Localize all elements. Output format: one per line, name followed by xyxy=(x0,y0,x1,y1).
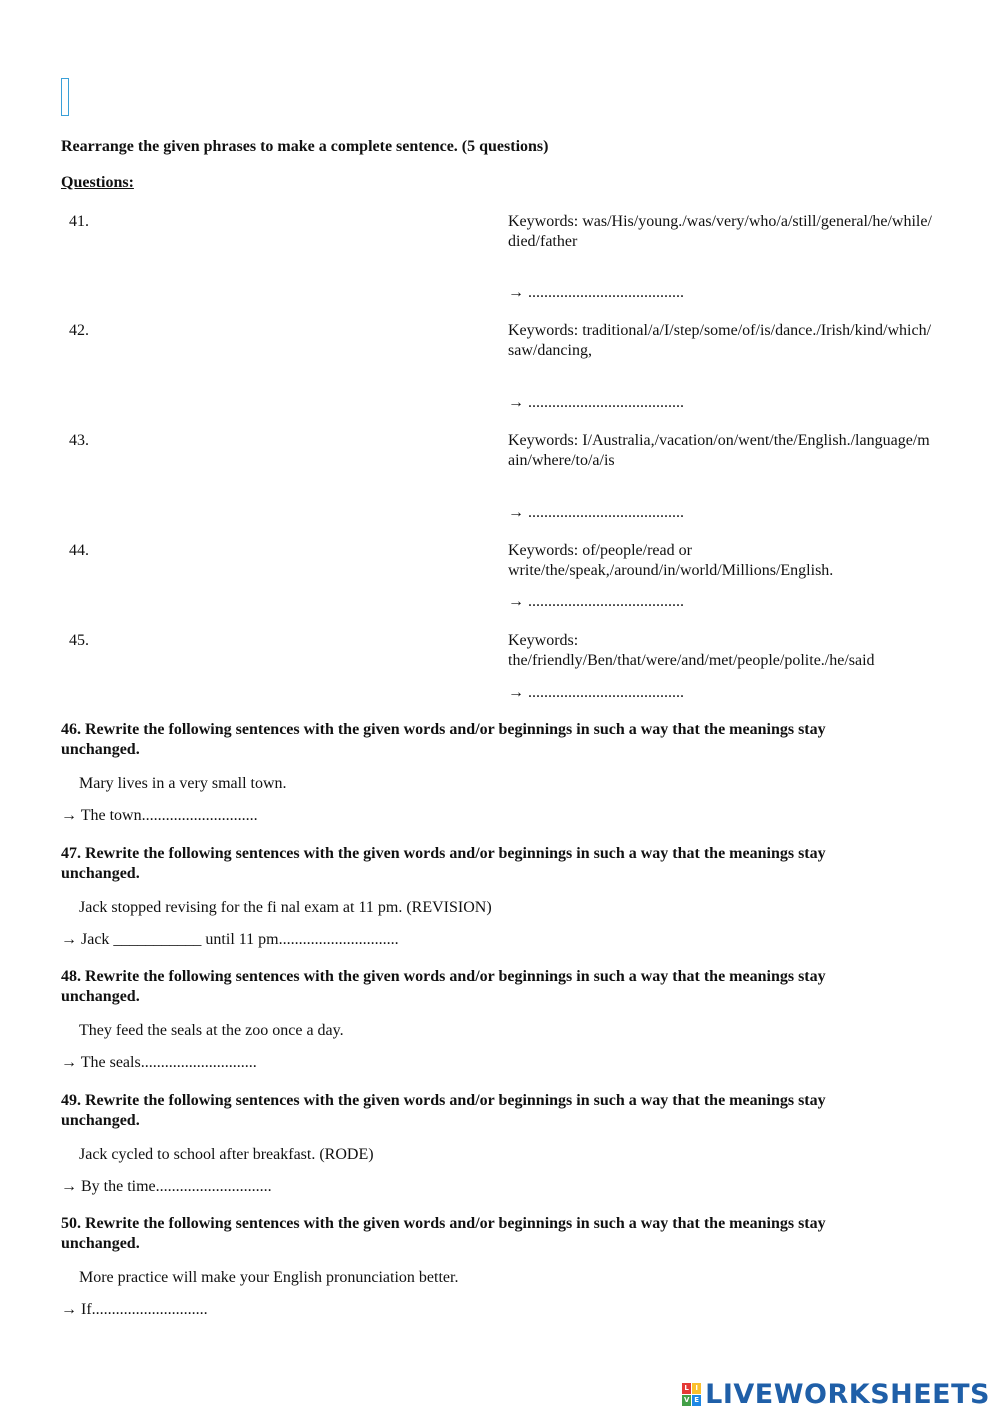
question-sentence: Mary lives in a very small town. xyxy=(79,775,287,792)
question-number: 45. xyxy=(69,632,89,649)
question-title: 50. Rewrite the following sentences with the given words and/or beginnings in such a way that the meanings stay unchanged. xyxy=(61,1215,826,1252)
answer-blank[interactable]: → The seals............................. xyxy=(61,1054,257,1071)
logo-blocks-icon xyxy=(682,1383,701,1406)
logo-block: E xyxy=(692,1395,701,1406)
question-keywords: Keywords: traditional/a/I/step/some/of/is/dance./Irish/kind/which/saw/dancing, xyxy=(508,322,932,359)
question-title: 46. Rewrite the following sentences with the given words and/or beginnings in such a way that the meanings stay unchanged. xyxy=(61,721,826,758)
logo-block: L xyxy=(682,1383,691,1394)
question-sentence: Jack stopped revising for the fi nal exam at 11 pm. (REVISION) xyxy=(79,899,492,916)
question-sentence: Jack cycled to school after breakfast. (RODE) xyxy=(79,1146,374,1163)
answer-blank[interactable]: → ....................................... xyxy=(508,504,684,521)
question-title: 48. Rewrite the following sentences with the given words and/or beginnings in such a way that the meanings stay unchanged. xyxy=(61,968,826,1005)
liveworksheets-logo[interactable] xyxy=(682,1376,990,1412)
question-number: 44. xyxy=(69,542,89,559)
question-sentence: More practice will make your English pronunciation better. xyxy=(79,1269,459,1286)
question-number: 42. xyxy=(69,322,89,339)
question-keywords: Keywords: was/His/young./was/very/who/a/still/general/he/while/died/father xyxy=(508,213,932,250)
answer-blank[interactable]: → The town............................. xyxy=(61,807,258,824)
instruction-heading: Rearrange the given phrases to make a complete sentence. (5 questions) xyxy=(61,138,549,155)
questions-label: Questions: xyxy=(61,174,134,191)
answer-blank[interactable]: → ....................................... xyxy=(508,684,684,701)
question-number: 43. xyxy=(69,432,89,449)
question-title: 47. Rewrite the following sentences with the given words and/or beginnings in such a way that the meanings stay unchanged. xyxy=(61,845,826,882)
logo-block: I xyxy=(692,1383,701,1394)
answer-blank[interactable]: → ....................................... xyxy=(508,394,684,411)
question-title: 49. Rewrite the following sentences with the given words and/or beginnings in such a way that the meanings stay unchanged. xyxy=(61,1092,826,1129)
answer-blank[interactable]: → ....................................... xyxy=(508,284,684,301)
text-cursor-icon xyxy=(61,78,69,116)
question-keywords: Keywords: of/people/read or write/the/speak,/around/in/world/Millions/English. xyxy=(508,542,834,579)
logo-text: LIVEWORKSHEETS xyxy=(705,1378,990,1410)
answer-blank[interactable]: → ....................................... xyxy=(508,593,684,610)
question-number: 41. xyxy=(69,213,89,230)
answer-blank[interactable]: → Jack ___________ until 11 pm.............................. xyxy=(61,931,399,948)
logo-block: V xyxy=(683,1395,690,1404)
question-keywords: Keywords: I/Australia,/vacation/on/went/the/English./language/main/where/to/a/is xyxy=(508,432,930,469)
question-keywords: Keywords: the/friendly/Ben/that/were/and/met/people/polite./he/said xyxy=(508,632,875,669)
question-sentence: They feed the seals at the zoo once a day. xyxy=(79,1022,344,1039)
answer-blank[interactable]: → By the time............................. xyxy=(61,1178,272,1195)
answer-blank[interactable]: → If............................. xyxy=(61,1301,208,1318)
